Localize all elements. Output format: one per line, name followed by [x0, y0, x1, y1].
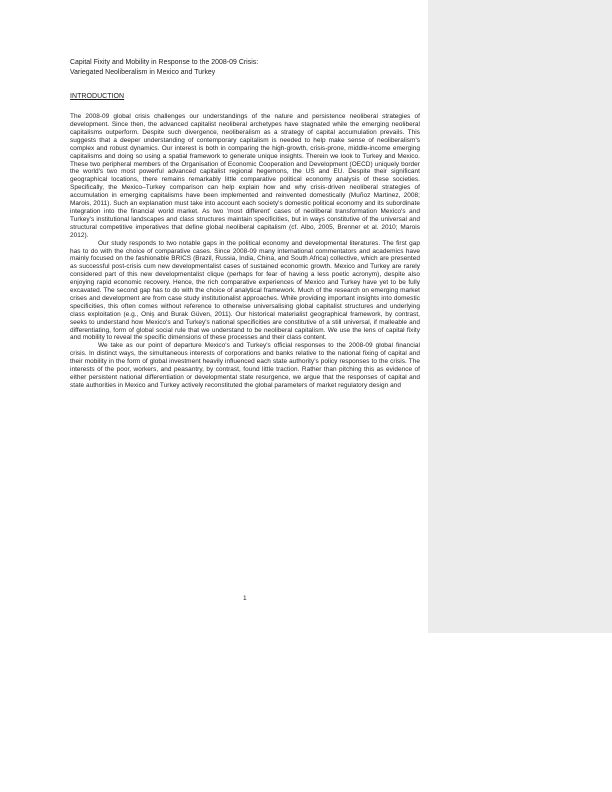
paper-title-line-1: Capital Fixity and Mobility in Response to the 2008-09 Crisis: [70, 59, 259, 66]
paragraph-3: We take as our point of departure Mexico's and Turkey's official responses to the 2008-09 global financial crisis. In distinct ways, the simultaneous interests of corporations and banks relative to the national fixing of capital and their mobility in the form of global investment heavily influenced each state authority's policy responses to the crisis. The interests of the poor, workers, and peasantry, by contrast, found little traction. Rather than pitching this as evidence of either persistent national differentiation or developmental state resurgence, we argue that the responses of capital and state authorities in Mexico and Turkey actively reconstituted the global parameters of market regulatory design and [70, 342, 420, 389]
paper-title-line-2: Variegated Neoliberalism in Mexico and Turkey [70, 68, 216, 76]
paragraph-2: Our study responds to two notable gaps in the political economy and developmental literatures. The first gap has to do with the choice of comparative cases. Since 2008-09 many international commentators and academics have mainly focused on the fashionable BRICS (Brazil, Russia, India, China, and South Africa) collective, which are presented as successful post-crisis cum new developmentalist cases of sustained economic growth. Mexico and Turkey are rarely considered part of this new developmentalist clique (perhaps for fear of having a less poetic acronym), despite also enjoying rapid economic recovery. Hence, the rich comparative experiences of Mexico and Turkey have yet to be fully excavated. The second gap has to do with the choice of analytical framework. Much of the research on emerging market crises and development are from case study institutionalist approaches. While providing important insights into domestic specificities, this often comes without reference to otherwise universalising global capitalist structures and underlying class exploitation (e.g., Oniş and Burak Güven, 2011). Our historical materialist geographical framework, by contrast, seeks to understand how Mexico's and Turkey's national specificities are constitutive of a still universal, if malleable and differentiating, form of global social rule that we understand to be neoliberal capitalism. We use the lens of capital fixity and mobility to reveal the specific dimensions of these processes and their class content. [70, 239, 420, 342]
page-content [70, 58, 420, 390]
comment-margin-pane [428, 0, 612, 633]
paper-title [70, 58, 420, 77]
section-heading: INTRODUCTION [70, 93, 125, 101]
paragraph-1: The 2008-09 global crisis challenges our understandings of the nature and persistence neoliberal strategies of development. Since then, the advanced capitalist neoliberal archetypes have stagnated while the emerging neoliberal capitalisms outperform. Despite such divergence, neoliberalism as a strategy of capital accumulation prevails. This suggests that a deeper understanding of contemporary capitalism is needed to help make sense of neoliberalism's complex and robust dynamics. Our interest is both in comparing the high-growth, crisis-prone, middle-income emerging capitalisms and doing so using a spatial framework to generate unique insights. Therein we look to Turkey and Mexico. These two peripheral members of the Organisation of Economic Cooperation and Development (OECD) uniquely border the world's two most powerful advanced capitalist regional hegemons, the US and EU. Despite their significant geographical locations, there remains remarkably little comparative political economy analysis of these societies. Specifically, the Mexico–Turkey comparison can help explain how and why crisis-driven neoliberal strategies of accumulation in emerging capitalisms have been implemented and reinvented domestically (Muñoz Martinez, 2008; Marois, 2011). Such an explanation must take into account each society's domestic political economy and its subordinate integration into the financial world market. As two 'most different' cases of neoliberal transformation Mexico's and Turkey's institutional landscapes and class structures maintain specificities, but in ways constitutive of the universal and structural competitive imperatives that define global neoliberal capitalism (cf. Albo, 2005, Brenner et al. 2010; Marois 2012). [70, 113, 420, 239]
page-number: 1 [243, 595, 247, 602]
